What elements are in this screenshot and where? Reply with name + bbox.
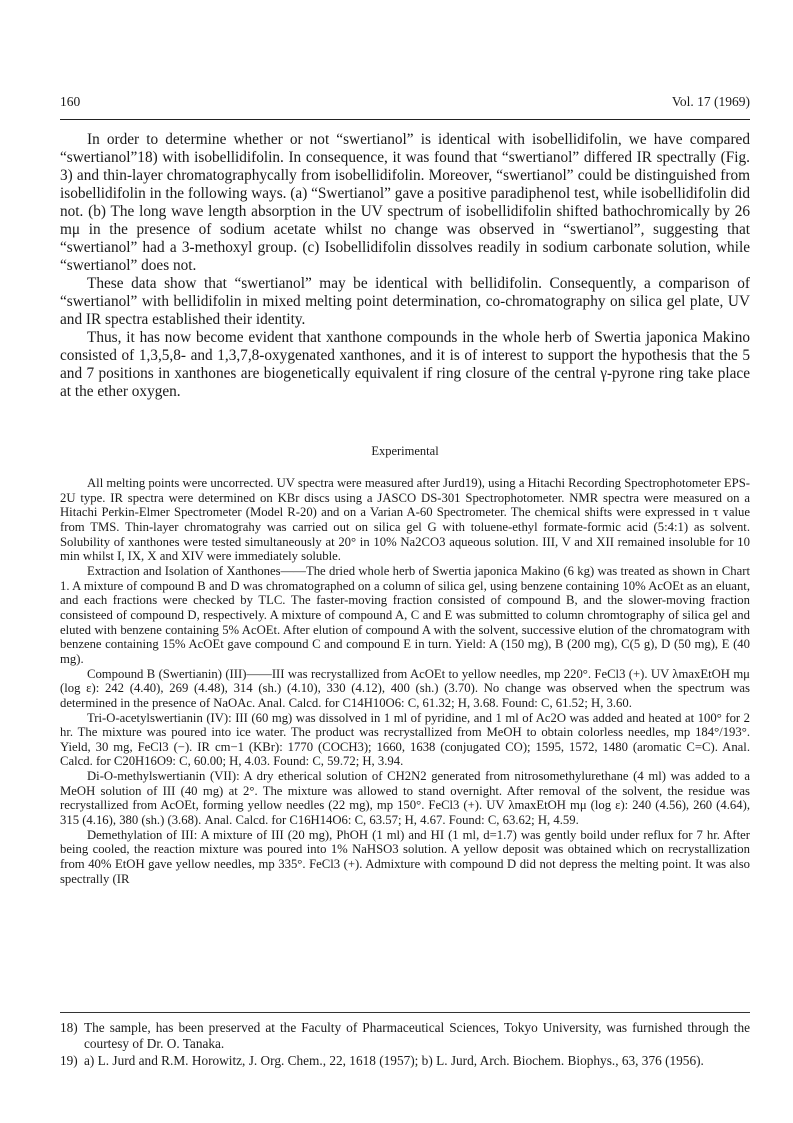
journal-volume: Vol. 17 (1969) bbox=[671, 94, 750, 109]
paragraph: Di-O-methylswertianin (VII): A dry etherical solution of CH2N2 generated from nitrosomethylurethane (4 ml) was added to a MeOH solution of III (40 mg) at 2°. The mixture was allowed to stand overnight. After removal of the solvent, the residue was recrystallized from AcOEt, forming yellow needles (22 mg), mp 150°. FeCl3 (+). UV λmaxEtOH mμ (log ε): 240 (4.56), 260 (4.64), 315 (4.16), 380 (sh.) (3.68). Anal. Calcd. for C16H14O6: C, 63.57; H, 4.67. Found: C, 63.62; H, 4.59. bbox=[60, 769, 750, 828]
footnote-rule bbox=[60, 1012, 750, 1013]
paragraph: In order to determine whether or not “swertianol” is identical with isobellidifolin, we have compared “swertianol”18) with isobellidifolin. In consequence, it was found that “swertianol” differed IR spectrally (Fig. 3) and thin-layer chromatographycally from isobellidifolin. Moreover, “swertianol” could be distinguished from isobellidifolin in the following ways. (a) “Swertianol” gave a positive paradiphenol test, while isobellidifolin did not. (b) The long wave length absorption in the UV spectrum of isobellidifolin shifted bathochromically by 26 mμ in the presence of sodium acetate whilst no change was observed in “swertianol”, suggesting that “swertianol” had a 3-methoxyl group. (c) Isobellidifolin dissolves readily in sodium carbonate solution, while “swertianol” does not. bbox=[60, 131, 750, 274]
footnote-text: The sample, has been preserved at the Faculty of Pharmaceutical Sciences, Tokyo University, was furnished through the courtesy of Dr. O. Tanaka. bbox=[84, 1020, 750, 1052]
footnote bbox=[60, 1053, 750, 1069]
paragraph: Demethylation of III: A mixture of III (20 mg), PhOH (1 ml) and HI (1 ml, d=1.7) was gently boild under reflux for 7 hr. After being cooled, the reaction mixture was poured into 1% NaHSO3 solution. A yellow deposit was obtained which on recrystallization from 40% EtOH gave yellow needles, mp 335°. FeCl3 (+). Admixture with compound D did not depress the melting point. It was also spectrally (IR bbox=[60, 827, 750, 886]
paragraph: All melting points were uncorrected. UV spectra were measured after Jurd19), using a Hitachi Recording Spectrophotometer EPS-2U type. IR spectra were determined on KBr discs using a JASCO DS-301 Spectrophotometer. NMR spectra were measured on a Hitachi Perkin-Elmer Spectrometer (Model R-20) and on a Varian A-60 Spectrometer. The chemical shifts were expressed in τ value from TMS. Thin-layer chromatograhy was carried out on silica gel G with toluene-ethyl formate-formic acid (5:4:1) as solvent. Solubility of xanthones were tested simultaneously at 20° in 10% Na2CO3 aqueous solution. III, V and XII remained insoluble for 10 min whilst I, IX, X and XIV were immediately soluble. bbox=[60, 476, 750, 564]
paragraph: Thus, it has now become evident that xanthone compounds in the whole herb of Swertia japonica Makino consisted of 1,3,5,8- and 1,3,7,8-oxygenated xanthones, and it is of interest to support the hypothesis that the 5 and 7 positions in xanthones are biogenetically equivalent if ring closure of the central γ-pyrone ring take place at the ether oxygen. bbox=[60, 329, 750, 400]
paragraph: These data show that “swertianol” may be identical with bellidifolin. Consequently, a comparison of “swertianol” with bellidifolin in mixed melting point determination, co-chromatography on silica gel plate, UV and IR spectra established their identity. bbox=[60, 275, 750, 328]
footnote-number: 19) bbox=[60, 1053, 78, 1069]
experimental-section bbox=[60, 476, 750, 886]
paragraph: Tri-O-acetylswertianin (IV): III (60 mg) was dissolved in 1 ml of pyridine, and 1 ml of Ac2O was added and heated at 100° for 2 hr. The mixture was poured into ice water. The product was recrystallized from MeOH to obtain colorless needles, mp 184°/193°. Yield, 30 mg, FeCl3 (−). IR cm−1 (KBr): 1770 (COCH3); 1660, 1638 (conjugated CO); 1595, 1572, 1480 (aromatic C=C). Anal. Calcd. for C20H16O9: C, 60.00; H, 4.03. Found: C, 59.72; H, 3.94. bbox=[60, 710, 750, 769]
intro-section bbox=[60, 131, 750, 401]
footnote-number: 18) bbox=[60, 1020, 78, 1035]
footnote bbox=[60, 1020, 750, 1052]
footnote-text: a) L. Jurd and R.M. Horowitz, J. Org. Chem., 22, 1618 (1957); b) L. Jurd, Arch. Biochem. Biophys., 63, 376 (1956). bbox=[84, 1053, 704, 1069]
section-heading: Experimental bbox=[371, 444, 439, 458]
header-rule bbox=[60, 119, 750, 120]
running-header bbox=[60, 94, 750, 112]
page-number: 160 bbox=[60, 94, 81, 109]
footnotes bbox=[60, 1020, 750, 1071]
paragraph: Compound B (Swertianin) (III)——III was recrystallized from AcOEt to yellow needles, mp 220°. FeCl3 (+). UV λmaxEtOH mμ (log ε): 242 (4.40), 269 (4.48), 314 (sh.) (4.10), 330 (4.12), 400 (sh.) (3.70). No change was observed when the spectrum was determined in the presence of NaOAc. Anal. Calcd. for C14H10O6: C, 61.32; H, 3.68. Found: C, 61.52; H, 3.60. bbox=[60, 666, 750, 710]
paragraph: Extraction and Isolation of Xanthones——The dried whole herb of Swertia japonica Makino (6 kg) was treated as shown in Chart 1. A mixture of compound B and D was chromatographed on a column of silica gel, using benzene containing 10% AcOEt as an eluant, and each fractions were checked by TLC. The faster-moving fraction consisted of compound B, and the slower-moving fraction consisteed of compound D, respectively. A mixture of compound A, C and E was submitted to column chromtography of silica gel and eluted with benzene containing 5% AcOEt. After elution of compound A with the solvent, successive elution of the chromatogram with benzene containing 15% AcOEt gave compound C and compound E in turn. Yield: A (150 mg), B (200 mg), C(5 g), D (50 mg), E (40 mg). bbox=[60, 563, 750, 666]
